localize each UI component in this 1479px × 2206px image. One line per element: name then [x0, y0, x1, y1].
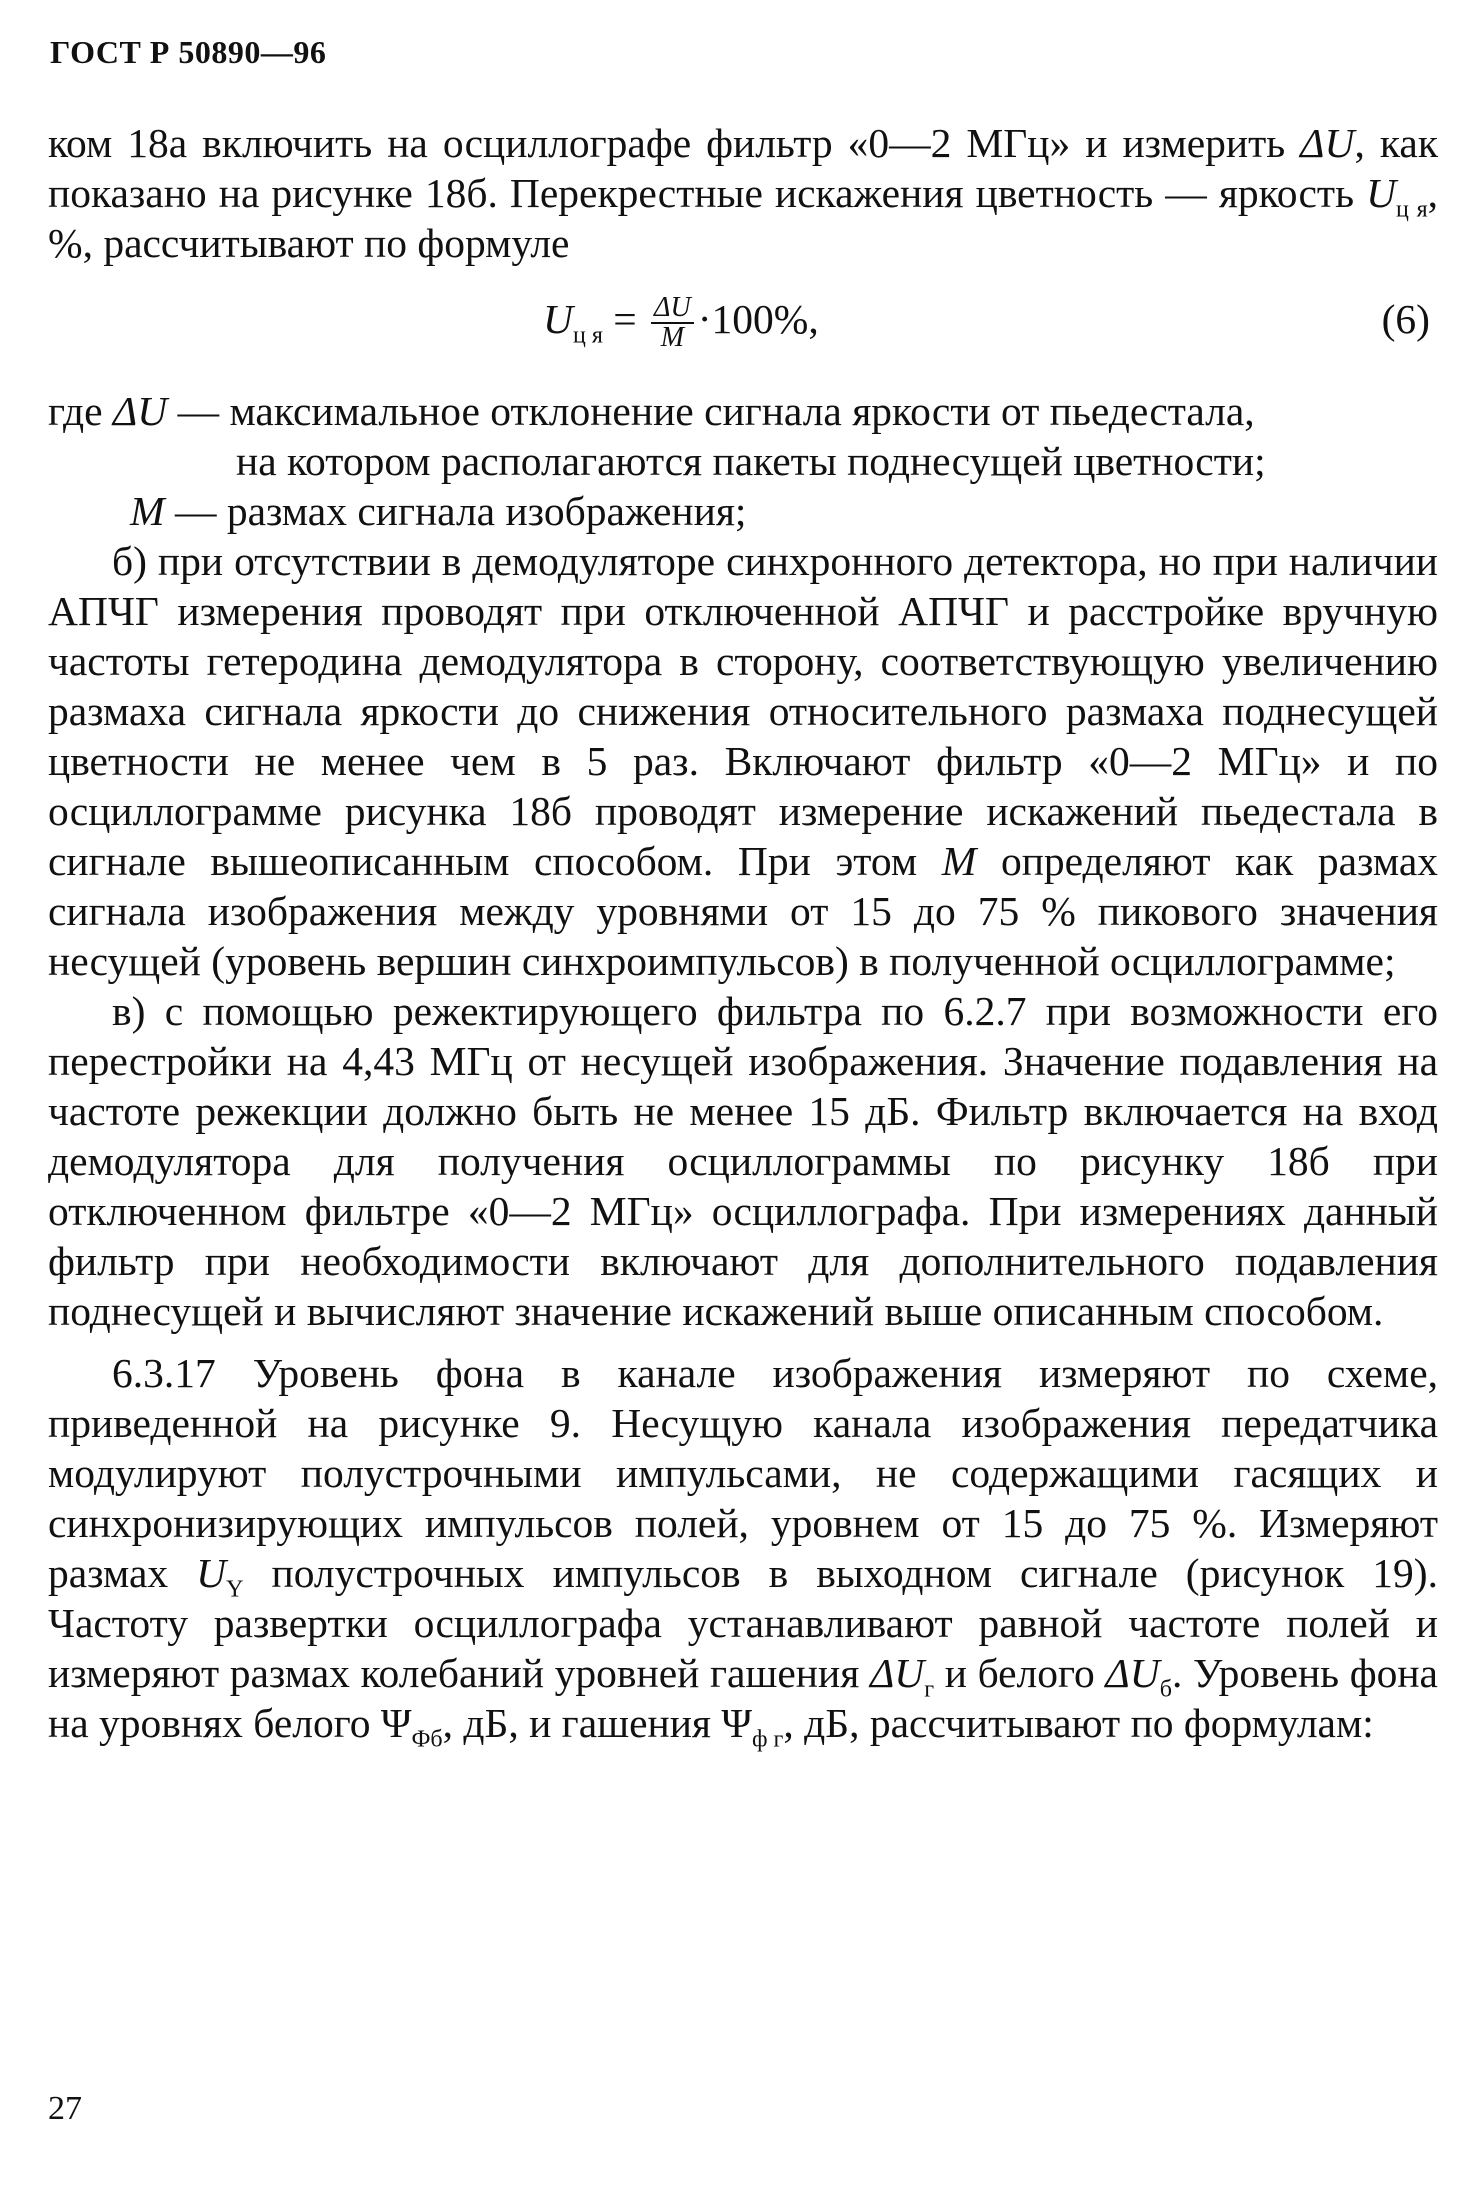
paragraph-v: в) с помощью режектирующего фильтра по 6.2.7 при возможности его перестройки на 4,43 МГц от несущей изображения. Значение подавления на частоте режекции должно быть не менее 15 дБ. Фильтр включается на вход демодулятора для получения осциллограммы по рисунку 18б при отключенном фильтре «0—2 МГц» осциллографа. При измерениях данный фильтр при необходимости включают для дополнительного подавления поднесущей и вычисляют значение искажений выше описанным способом.: [48, 988, 1438, 1334]
formula-6: [48, 284, 1438, 360]
paragraph-continuation: ком 18а включить на осциллографе фильтр «0—2 МГц» и измерить ΔU, как показано на рисунке 18б. Перекрестные искажения цветность — яркость $U_{ц я}$, %, рассчитывают по формуле: [48, 120, 1438, 266]
formula-number: (6): [1381, 296, 1430, 342]
formula-expression: $U_{ц я}$ = $\frac{\Delta U}{M}$ ·100%,: [543, 292, 819, 354]
where-m: M — размах сигнала изображения;: [130, 488, 747, 534]
where-du: где ΔU — максимальное отклонение сигнала яркости от пьедестала,: [48, 388, 1255, 434]
paragraph-6-3-17: 6.3.17 Уровень фона в канале изображения измеряют по схеме, приведенной на рисунке 9. Несущую канала изображения передатчика модулируют полустрочными импульсами, не содержащими гасящих и синхронизирующих импульсов полей, уровнем от 15 до 75 %. Измеряют размах $U_Y$ полустрочных импульсов в выходном сигнале (рисунок 19). Частоту развертки осциллографа устанавливают равной частоте полей и измеряют размах колебаний уровней гашения $\Delta U_г$ и белого $\Delta U_б$. Уровень фона на уровнях белого $\Psi_{Фб}$, дБ, и гашения $\Psi_{ф г}$, дБ, рассчитывают по формулам:: [48, 1350, 1438, 1753]
page-number: 27: [48, 2090, 82, 2127]
standard-header: ГОСТ Р 50890—96: [50, 34, 327, 70]
document-body: [48, 118, 1438, 1753]
fraction: $\frac{\Delta U}{M}$: [651, 294, 694, 352]
paragraph-b: б) при отсутствии в демодуляторе синхронного детектора, но при наличии АПЧГ измерения проводят при отключенной АПЧГ и расстройке вручную частоты гетеродина демодулятора в сторону, соответствующую увеличению размаха сигнала яркости до снижения относительного размаха поднесущей цветности не менее чем в 5 раз. Включают фильтр «0—2 МГц» и по осциллограмме рисунка 18б проводят измерение искажений пьедестала в сигнале вышеописанным способом. При этом M определяют как размах сигнала изображения между уровнями от 15 до 75 % пикового значения несущей (уровень вершин синхроимпульсов) в полученной осциллограмме;: [48, 538, 1438, 984]
where-block: [48, 386, 1438, 536]
where-du-continuation: на котором располагаются пакеты поднесущей цветности;: [236, 438, 1266, 484]
